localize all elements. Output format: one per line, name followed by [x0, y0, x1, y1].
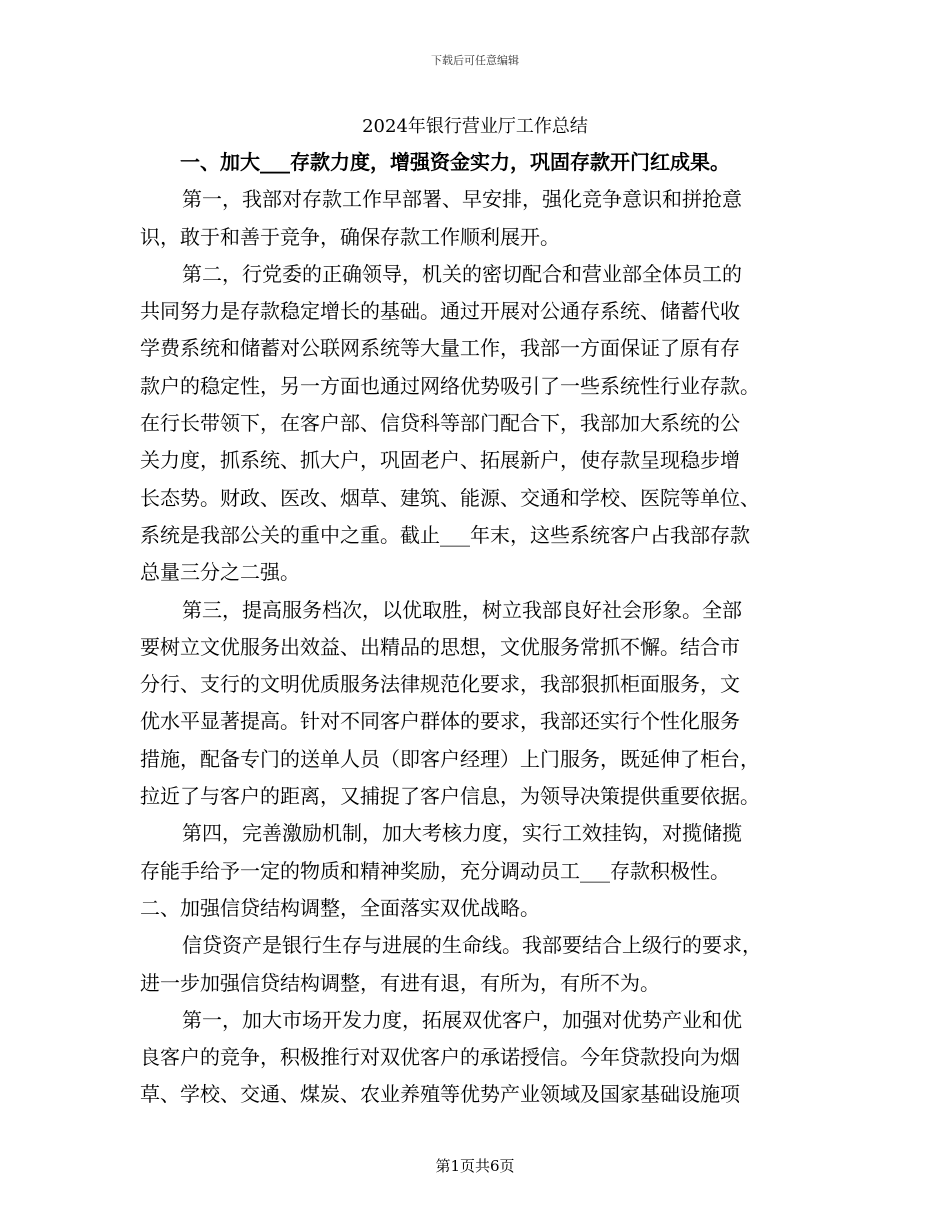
body-line: 第一，加大市场开发力度，拓展双优客户，加强对优势产业和优	[182, 1007, 742, 1032]
body-line: 系统是我部公关的重中之重。截止___年末，这些系统客户占我部存款	[140, 522, 750, 547]
body-line: 一、加大___存款力度，增强资金实力，巩固存款开门红成果。	[180, 150, 730, 174]
body-line: 共同努力是存款稳定增长的基础。通过开展对公通存系统、储蓄代收	[140, 299, 740, 324]
body-line: 关力度，抓系统、抓大户，巩固老户、拓展新户，使存款呈现稳步增	[140, 448, 740, 473]
page-number-footer: 第1页共6页	[435, 1157, 515, 1175]
body-line: 二、加强信贷结构调整，全面落实双优战略。	[140, 895, 540, 920]
body-line: 拉近了与客户的距离，又捕捉了客户信息，为领导决策提供重要依据。	[140, 784, 760, 809]
body-line: 第一，我部对存款工作早部署、早安排，强化竞争意识和拼抢意	[182, 187, 742, 212]
page-header-note: 下载后可任意编辑	[431, 54, 519, 67]
body-line: 长态势。财政、医改、烟草、建筑、能源、交通和学校、医院等单位、	[140, 485, 760, 510]
body-line: 第三，提高服务档次，以优取胜，树立我部良好社会形象。全部	[182, 597, 742, 622]
body-line: 在行长带领下，在客户部、信贷科等部门配合下，我部加大系统的公	[140, 411, 740, 436]
body-line: 草、学校、交通、煤炭、农业养殖等优势产业领域及国家基础设施项	[140, 1082, 740, 1107]
document-title: 2024年银行营业厅工作总结	[362, 116, 588, 137]
body-line: 款户的稳定性，另一方面也通过网络优势吸引了一些系统性行业存款。	[140, 373, 760, 398]
body-line: 分行、支行的文明优质服务法律规范化要求，我部狠抓柜面服务，文	[140, 672, 740, 697]
body-line: 第四，完善激励机制，加大考核力度，实行工效挂钩，对揽储揽	[182, 821, 742, 846]
body-line: 第二，行党委的正确领导，机关的密切配合和营业部全体员工的	[182, 261, 742, 286]
body-line: 进一步加强信贷结构调整，有进有退，有所为，有所不为。	[140, 970, 660, 995]
body-line: 要树立文优服务出效益、出精品的思想，文优服务常抓不懈。结合市	[140, 634, 740, 659]
body-line: 信贷资产是银行生存与进展的生命线。我部要结合上级行的要求，	[182, 933, 762, 958]
body-line: 措施，配备专门的送单人员（即客户经理）上门服务，既延伸了柜台，	[140, 746, 760, 771]
body-line: 优水平显著提高。针对不同客户群体的要求，我部还实行个性化服务	[140, 709, 740, 734]
body-line: 识，敢于和善于竞争，确保存款工作顺利展开。	[140, 224, 560, 249]
body-line: 学费系统和储蓄对公联网系统等大量工作，我部一方面保证了原有存	[140, 336, 740, 361]
document-body	[140, 144, 812, 1114]
body-line: 良客户的竞争，积极推行对双优客户的承诺授信。今年贷款投向为烟	[140, 1045, 740, 1070]
body-line: 存能手给予一定的物质和精神奖励，充分调动员工___存款积极性。	[140, 858, 730, 883]
body-line: 总量三分之二强。	[140, 560, 300, 585]
